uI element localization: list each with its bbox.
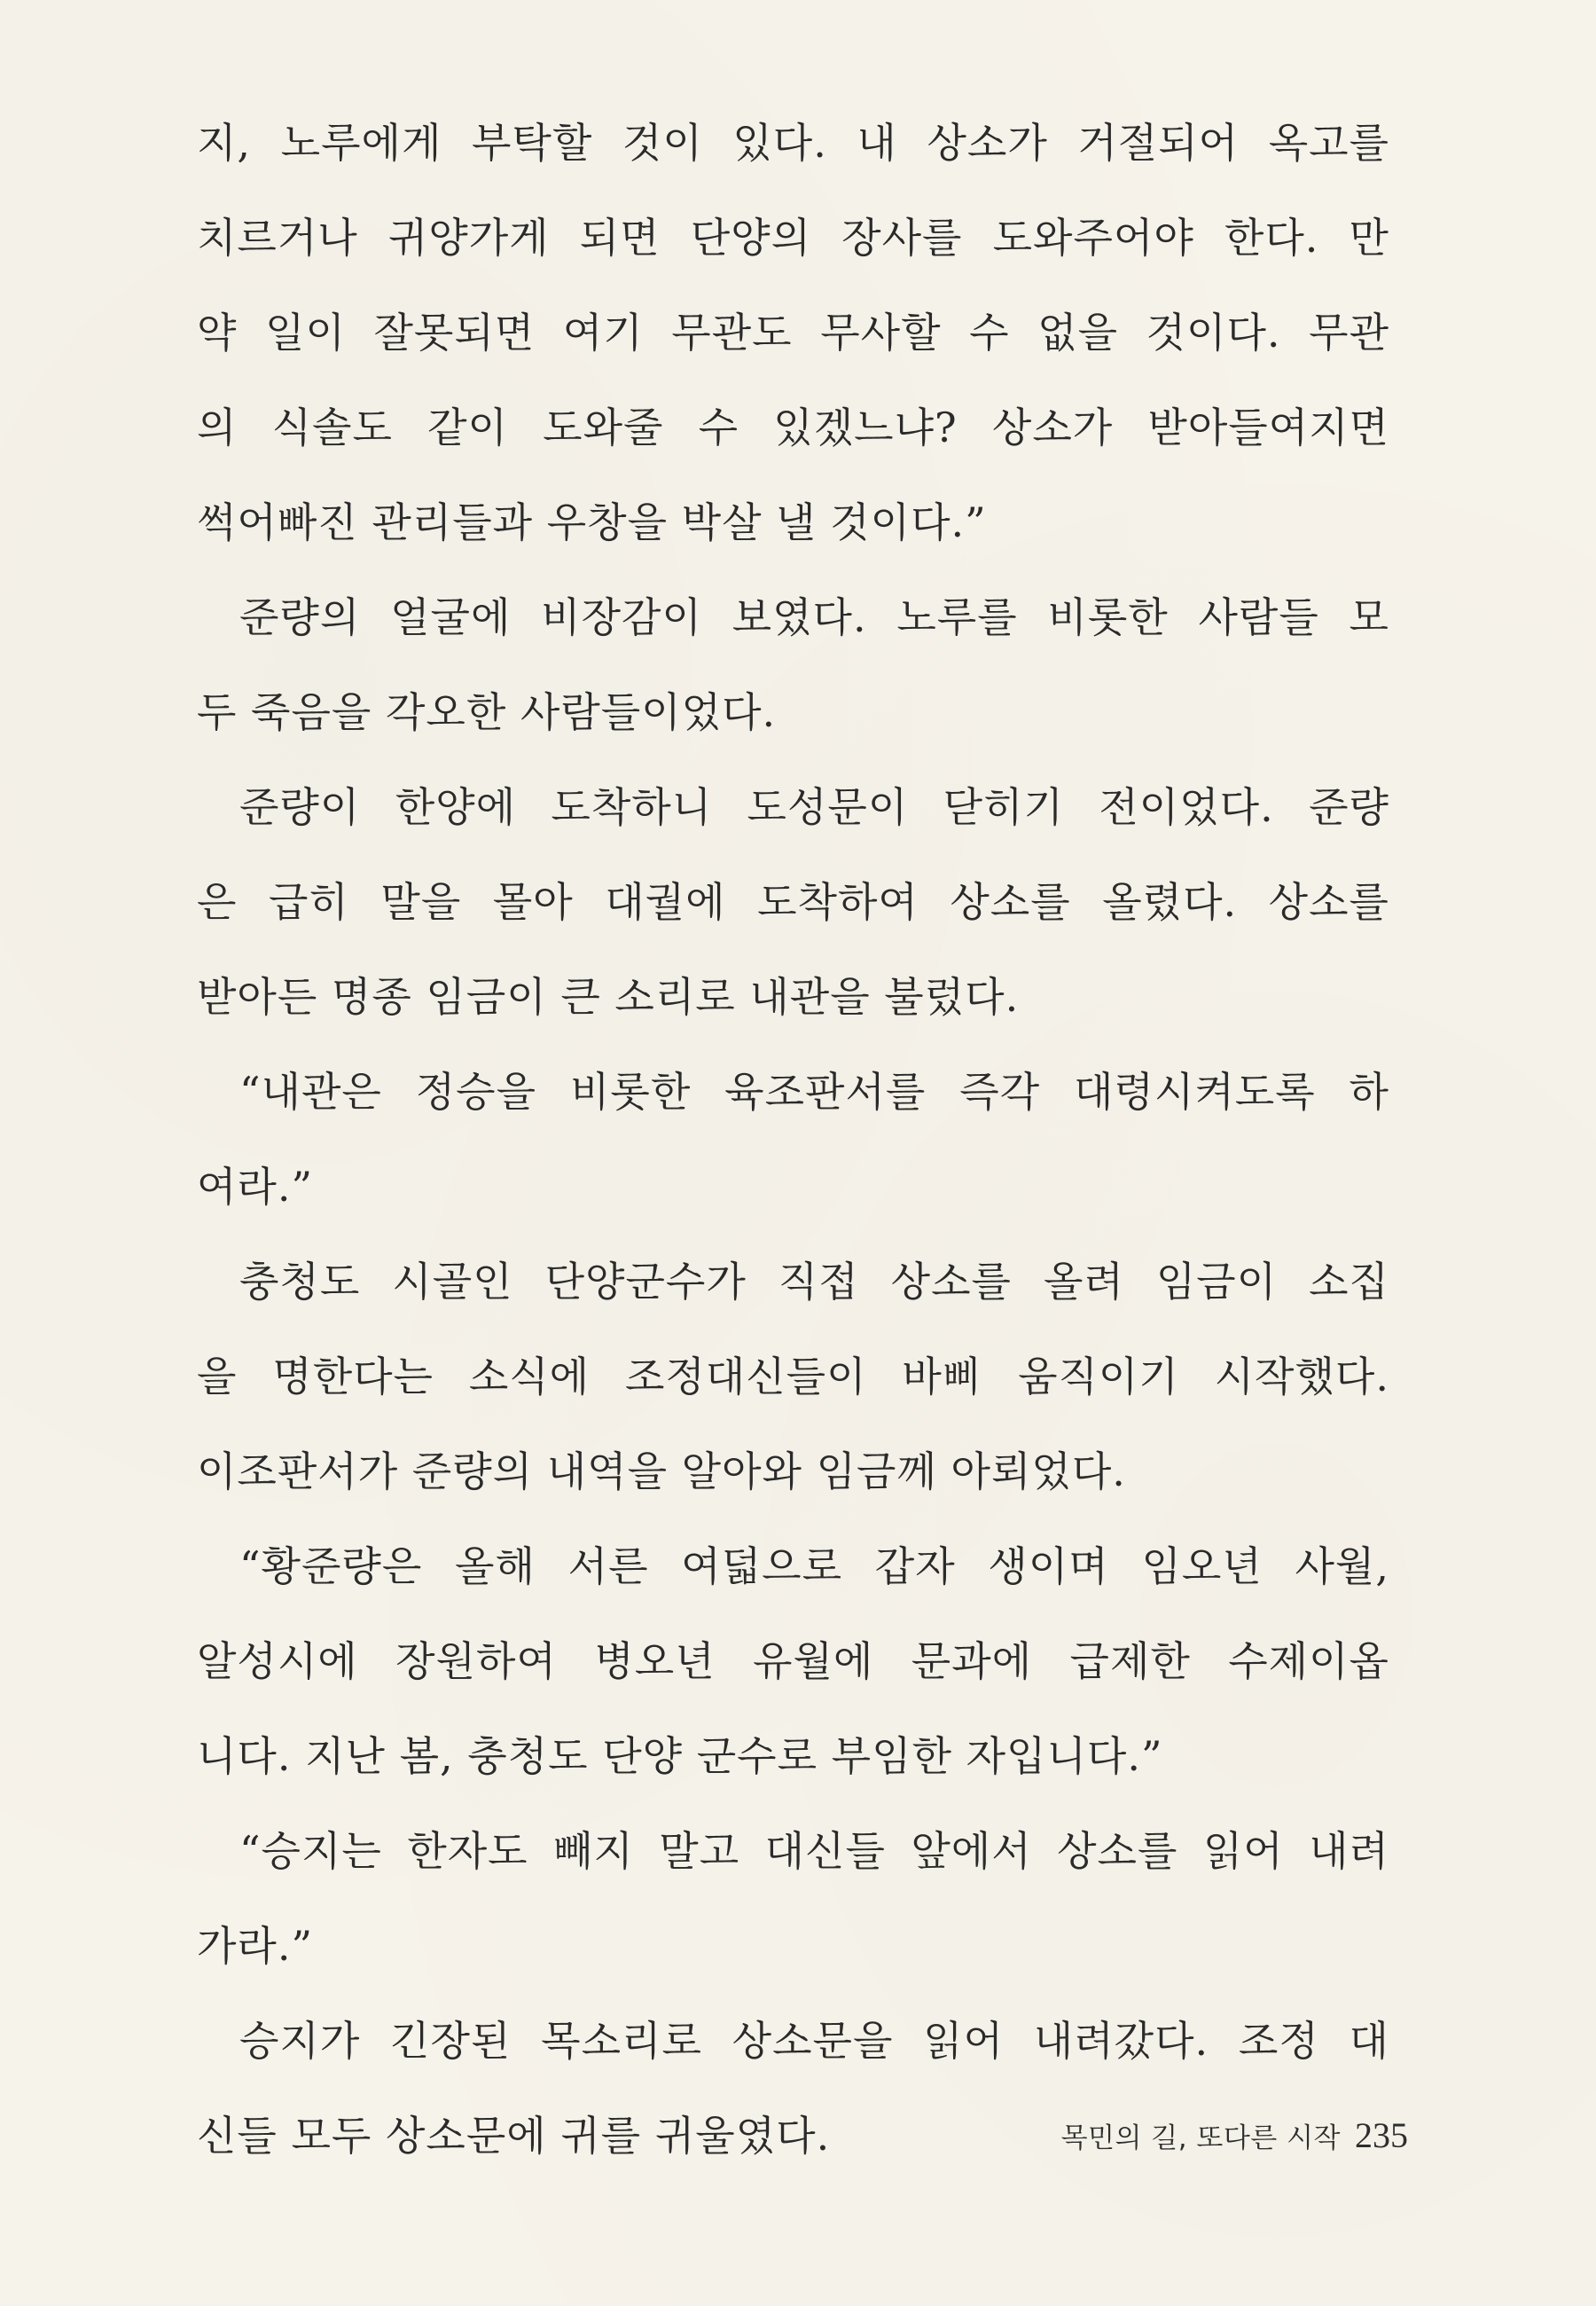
text-line: “승지는 한자도 빼지 말고 대신들 앞에서 상소를 읽어 내려 (239, 1827, 1389, 1875)
text-line: 치르거나 귀양가게 되면 단양의 장사를 도와주어야 한다. 만 (197, 214, 1389, 262)
text-line: 썩어빠진 관리들과 우창을 박살 낼 것이다.” (197, 498, 987, 546)
page-footer (1061, 2109, 1408, 2162)
text-line: 준량의 얼굴에 비장감이 보였다. 노루를 비롯한 사람들 모 (239, 593, 1389, 641)
text-line: “황준량은 올해 서른 여덟으로 갑자 생이며 임오년 사월, (239, 1542, 1389, 1590)
body-text (197, 96, 1389, 2184)
text-line: 두 죽음을 각오한 사람들이었다. (197, 688, 777, 736)
text-line: 가라.” (197, 1922, 314, 1970)
text-line: 받아든 명종 임금이 큰 소리로 내관을 불렀다. (197, 973, 1020, 1021)
text-line: 니다. 지난 봄, 충청도 단양 군수로 부임한 자입니다.” (197, 1732, 1163, 1780)
page-number: 235 (1355, 2115, 1408, 2155)
text-line: 알성시에 장원하여 병오년 유월에 문과에 급제한 수제이옵 (197, 1637, 1389, 1685)
text-line: “내관은 정승을 비롯한 육조판서를 즉각 대령시켜도록 하 (239, 1068, 1389, 1116)
text-line: 충청도 시골인 단양군수가 직접 상소를 올려 임금이 소집 (239, 1258, 1389, 1306)
text-line: 승지가 긴장된 목소리로 상소문을 읽어 내려갔다. 조정 대 (239, 2017, 1389, 2065)
text-line: 이조판서가 준량의 내역을 알아와 임금께 아뢰었다. (197, 1447, 1126, 1495)
text-line: 을 명한다는 소식에 조정대신들이 바삐 움직이기 시작했다. (197, 1353, 1389, 1400)
text-line: 지, 노루에게 부탁할 것이 있다. 내 상소가 거절되어 옥고를 (197, 119, 1389, 167)
text-line: 준량이 한양에 도착하니 도성문이 닫히기 전이었다. 준량 (239, 783, 1389, 831)
text-line: 은 급히 말을 몰아 대궐에 도착하여 상소를 올렸다. 상소를 (197, 878, 1389, 926)
text-line: 신들 모두 상소문에 귀를 귀울였다. (197, 2112, 831, 2160)
text-line: 여라.” (197, 1163, 314, 1211)
text-line: 의 식솔도 같이 도와줄 수 있겠느냐? 상소가 받아들여지면 (197, 404, 1389, 451)
text-line: 약 일이 잘못되면 여기 무관도 무사할 수 없을 것이다. 무관 (197, 309, 1389, 357)
running-title: 목민의 길, 또다른 시작 (1060, 2122, 1341, 2154)
